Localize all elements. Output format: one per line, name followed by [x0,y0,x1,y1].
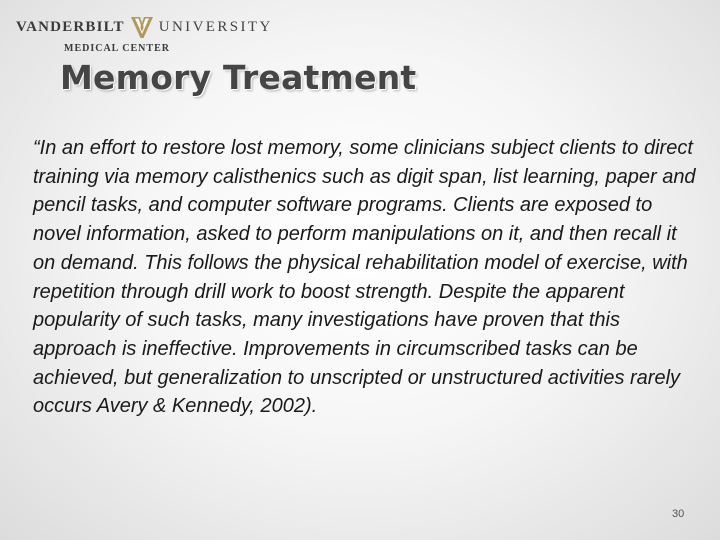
logo-wordmark [16,14,273,40]
slide-title: Memory Treatment [60,58,417,97]
vanderbilt-v-oak-leaf-logo-icon [129,14,155,40]
page-number: 30 [672,508,685,520]
logo-subtitle: MEDICAL CENTER [64,43,170,54]
vanderbilt-medical-center-logo [16,14,273,58]
logo-name-right: UNIVERSITY [158,18,273,35]
logo-name-left: VANDERBILT [16,18,125,35]
slide-body-quote: “In an effort to restore lost memory, some clinicians subject clients to direct training via memory calisthenics such as digit span, list learning, paper and pencil tasks, and computer software programs. Clients are exposed to novel information, asked to perform manipulations on it, and then recall it on demand. This follows the physical rehabilitation model of exercise, with repetition through drill work to boost strength. Despite the apparent popularity of such tasks, many investigations have proven that this approach is ineffective. Improvements in circumscribed tasks can be achieved, but generalization to unscripted or unstructured activities rarely occurs Avery & Kennedy, 2002). [33,137,696,418]
